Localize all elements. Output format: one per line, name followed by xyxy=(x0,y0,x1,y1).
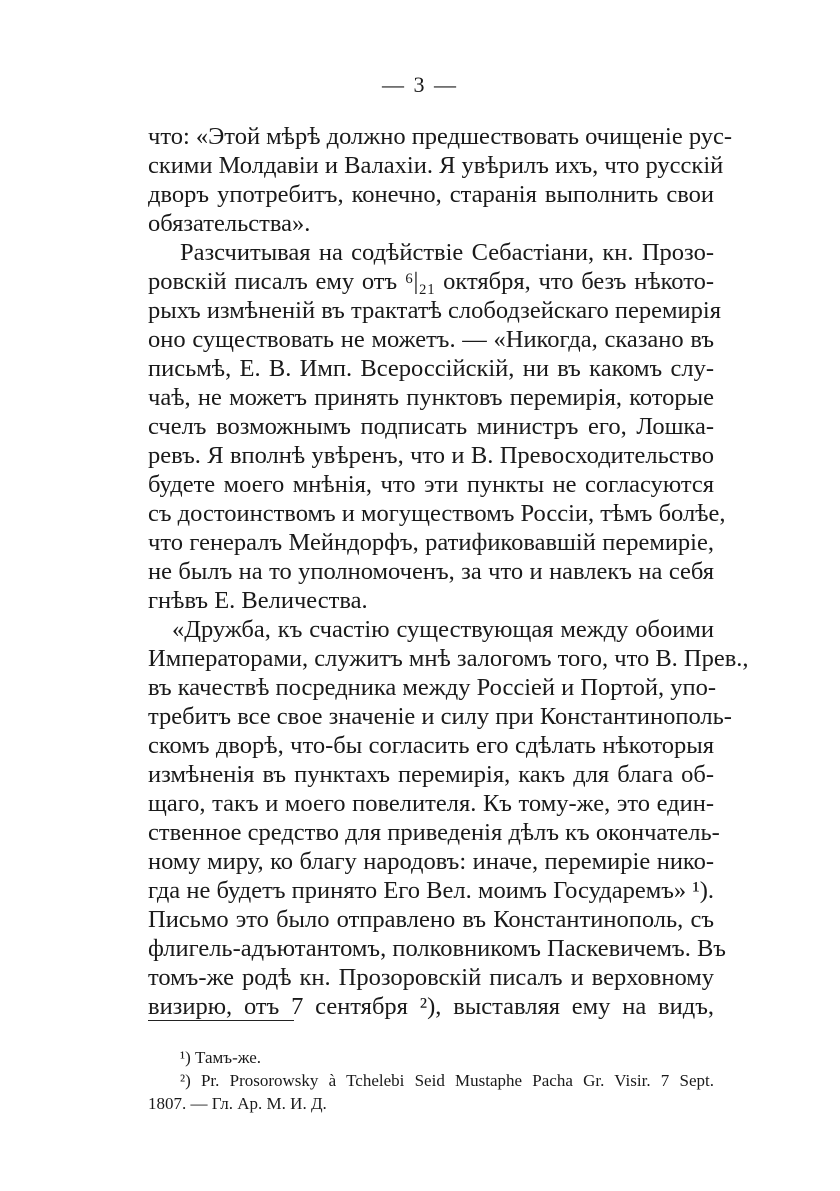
body-line: ственное средство для приведенія дѣлъ къ окончатель- xyxy=(148,819,720,846)
footnote: 1807. — Гл. Ар. М. И. Д. xyxy=(148,1094,327,1113)
body-line: что генералъ Мейндорфъ, ратификовавшій перемиріе, xyxy=(148,529,714,556)
body-line: будете моего мнѣнія, что эти пункты не согласуются xyxy=(148,471,714,498)
footnote: ²) Pr. Prosorowsky à Tchelebi Seid Mustaphe Pacha Gr. Visir. 7 Sept. xyxy=(180,1071,714,1090)
body-line: флигель-адъютантомъ, полковникомъ Паскевичемъ. Въ xyxy=(148,935,726,962)
body-line: ревъ. Я вполнѣ увѣренъ, что и В. Превосходительство xyxy=(148,442,714,469)
body-line: ному миру, ко благу народовъ: иначе, перемиріе нико- xyxy=(148,848,714,875)
body-line: чаѣ, не можетъ принять пунктовъ перемирія, которые xyxy=(148,384,714,411)
footnote: ¹) Тамъ-же. xyxy=(180,1048,262,1067)
body-line: въ качествѣ посредника между Россіей и Портой, упо- xyxy=(148,674,716,701)
body-line: оно существовать не можетъ. — «Никогда, сказано въ xyxy=(148,326,714,353)
body-line: щаго, такъ и моего повелителя. Къ тому-же, это един- xyxy=(148,790,714,817)
body-line: Письмо это было отправлено въ Константинополь, съ xyxy=(148,906,714,933)
body-line: гда не будетъ принято Его Вел. моимъ Государемъ» ¹). xyxy=(148,877,714,904)
body-line: что: «Этой мѣрѣ должно предшествовать очищеніе рус- xyxy=(148,123,733,150)
body-line: письмѣ, Е. В. Имп. Всероссійскій, ни въ какомъ слу- xyxy=(148,355,714,382)
body-line: дворъ употребитъ, конечно, старанія выполнить свои xyxy=(148,181,714,208)
body-line: скими Молдавіи и Валахіи. Я увѣрилъ ихъ, что русскій xyxy=(148,152,724,179)
body-line: ровскій писалъ ему отъ ⁶|₂₁ октября, что безъ нѣкото- xyxy=(148,268,714,295)
page-number: — 3 — xyxy=(382,72,458,97)
body-line: съ достоинствомъ и могуществомъ Россіи, тѣмъ болѣе, xyxy=(148,500,726,527)
body-line: рыхъ измѣненій въ трактатѣ слободзейскаго перемирія xyxy=(148,297,721,324)
body-line: измѣненія въ пунктахъ перемирія, какъ для блага об- xyxy=(148,761,714,788)
body-line: визирю, отъ 7 сентября ²), выставляя ему на видъ, xyxy=(148,993,714,1020)
body-line: Разсчитывая на содѣйствіе Себастіани, кн. Прозо- xyxy=(180,239,714,266)
body-line: томъ-же родѣ кн. Прозоровскій писалъ и верховному xyxy=(148,964,714,991)
body-line: не былъ на то уполномоченъ, за что и навлекъ на себя xyxy=(148,558,714,585)
footnote-separator xyxy=(148,1020,294,1021)
body-line: скомъ дворѣ, что-бы согласить его сдѣлать нѣкоторыя xyxy=(148,732,714,759)
body-line: счелъ возможнымъ подписать министръ его, Лошка- xyxy=(148,413,714,440)
body-line: Императорами, служитъ мнѣ залогомъ того, что В. Прев., xyxy=(148,645,749,672)
body-line: «Дружба, къ счастію существующая между обоими xyxy=(172,616,714,643)
body-line: требитъ все свое значеніе и силу при Константинополь- xyxy=(148,703,732,730)
body-line: обязательства». xyxy=(148,210,311,237)
body-line: гнѣвъ Е. Величества. xyxy=(148,587,368,614)
